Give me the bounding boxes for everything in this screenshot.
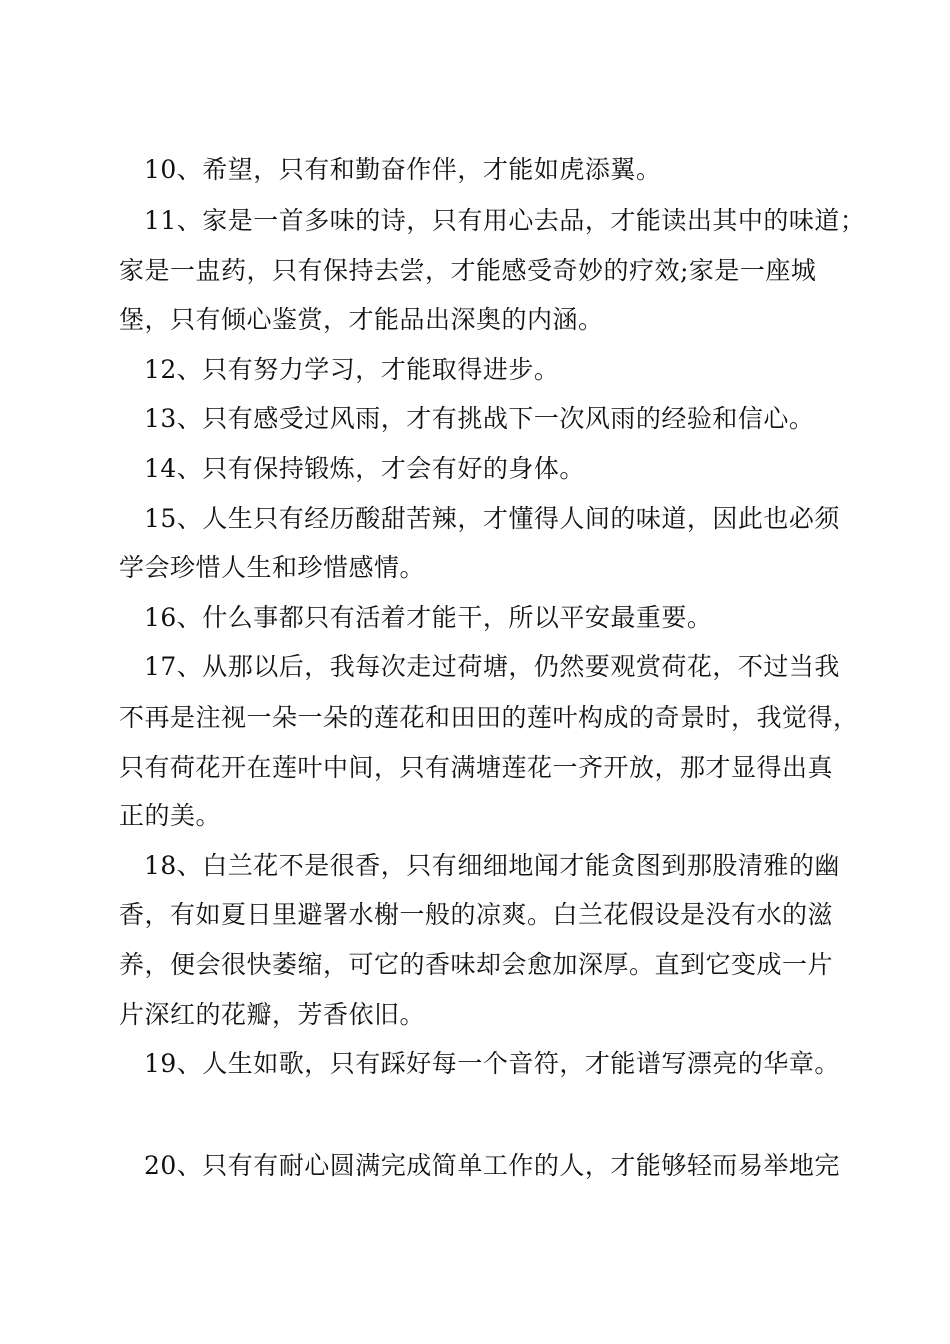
text-line: 不再是注视一朵一朵的莲花和田田的莲叶构成的奇景时，我觉得， [119, 703, 859, 732]
text-line: 家是一盅药，只有保持去尝，才能感受奇妙的疗效;家是一座城 [119, 256, 817, 285]
text-line: 10、希望，只有和勤奋作伴，才能如虎添翼。 [144, 155, 662, 184]
text-line: 堡，只有倾心鉴赏，才能品出深奥的内涵。 [119, 305, 604, 334]
text-line: 学会珍惜人生和珍惜感情。 [119, 553, 426, 582]
text-line: 19、人生如歌，只有踩好每一个音符，才能谱写漂亮的华章。 [144, 1049, 840, 1078]
text-line: 12、只有努力学习，才能取得进步。 [144, 355, 560, 384]
text-line: 香，有如夏日里避署水榭一般的凉爽。白兰花假设是没有水的滋 [119, 900, 834, 929]
text-line: 养，便会很快萎缩，可它的香味却会愈加深厚。直到它变成一片 [119, 950, 834, 979]
text-line: 正的美。 [119, 801, 222, 830]
text-line: 14、只有保持锻炼，才会有好的身体。 [144, 454, 585, 483]
text-line: 15、人生只有经历酸甜苦辣，才懂得人间的味道，因此也必须 [144, 504, 840, 533]
text-line: 片深红的花瓣，芳香依旧。 [119, 1000, 426, 1029]
text-line: 11、家是一首多味的诗，只有用心去品，才能读出其中的味道； [144, 206, 866, 235]
text-line: 20、只有有耐心圆满完成简单工作的人，才能够轻而易举地完 [144, 1151, 840, 1180]
text-line: 16、什么事都只有活着才能干，所以平安最重要。 [144, 603, 713, 632]
text-line: 只有荷花开在莲叶中间，只有满塘莲花一齐开放，那才显得出真 [119, 753, 834, 782]
text-line: 17、从那以后，我每次走过荷塘，仍然要观赏荷花，不过当我 [144, 652, 840, 681]
text-line: 18、白兰花不是很香，只有细细地闻才能贪图到那股清雅的幽 [144, 851, 840, 880]
text-line: 13、只有感受过风雨，才有挑战下一次风雨的经验和信心。 [144, 404, 815, 433]
